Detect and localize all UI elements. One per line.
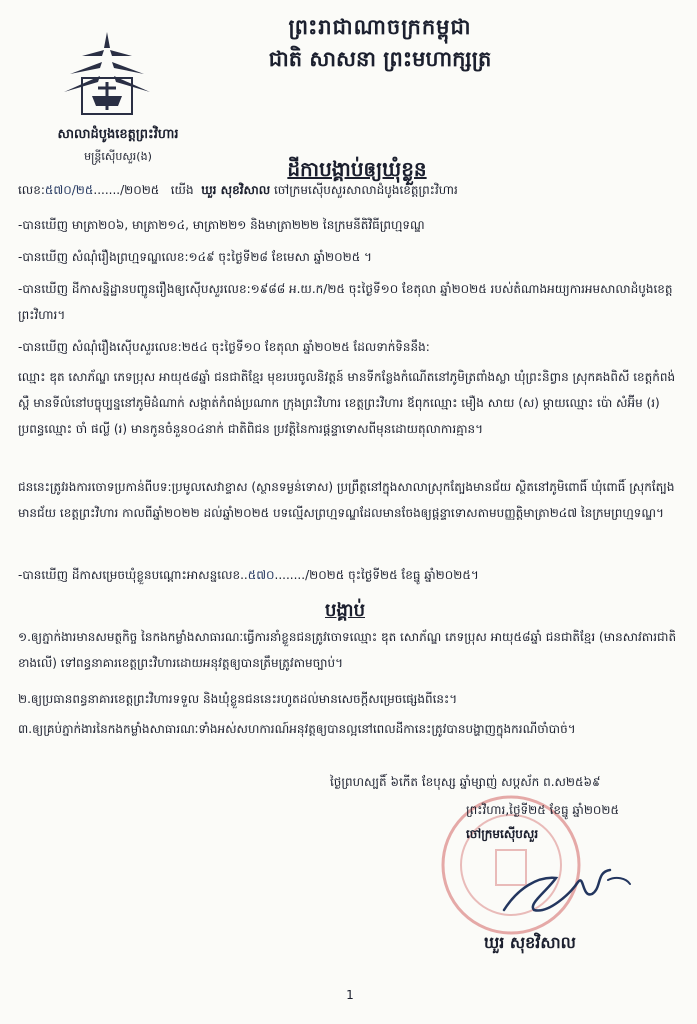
issuer-role: ចៅក្រមស៊ើបសួរសាលាដំបូងខេត្តព្រះវិហារ bbox=[274, 183, 458, 197]
page-number: 1 bbox=[346, 988, 354, 1002]
number-prefix: លេខ: bbox=[18, 183, 45, 197]
accused-charge: ជននេះត្រូវរងការចោទប្រកាន់ពីបទ:ប្រមូលសេវាខ្ទាស (ស្ថានទម្ងន់ទោស) ប្រព្រឹត្តនៅក្នុងសាលាស្រុកត្បែងមានជ័យ ស្ថិតនៅភូមិពោធិ៍ ឃុំពោធិ៍ ស្រុកត្បែងមានជ័យ ខេត្តព្រះវិហារ កាលពីឆ្នាំ២០២២ ដល់ឆ្នាំ២០២៥ បទល្មើសព្រហ្មទណ្ឌដែលមានចែងឲ្យផ្តន្ទាទោសតាមបញ្ញត្តិមាត្រា២៤៧ នៃក្រមព្រហ្មទណ្ឌ។ bbox=[18, 480, 675, 520]
warrant-ref-suffix: ......../២០២៥ ចុះថ្ងៃទី២៥ ខែធ្នូ ឆ្នាំ២០២៥។ bbox=[274, 568, 479, 582]
detention-warrant-reference bbox=[18, 562, 678, 588]
order-item-1: ១.ឲ្យភ្នាក់ងារមានសមត្ថកិច្ច នៃកងកម្លាំងសាធារណៈធ្វើការនាំខ្លួនជនត្រូវចោទឈ្មោះ ឌុត សោភ័ណ្ឌ ភេទប្រុស អាយុ៥៨ឆ្នាំ ជនជាតិខ្មែរ (មានសាវតារជាតិខាងលើ) ទៅពន្ធនាគារខេត្តព្រះវិហារដោយអនុវត្តឲ្យបានត្រឹមត្រូវតាមច្បាប់។ bbox=[18, 630, 677, 670]
lunar-date: ថ្ងៃព្រហស្បតិ៍ ៦កើត ខែបុស្ស ឆ្នាំម្សាញ់ សប្តស័ក ព.ស២៥៦៩ bbox=[330, 775, 601, 789]
consideration-3: -បានឃើញ ដីកាសន្និដ្ឋានបញ្ជូនរឿងឲ្យស៊ើបសួរលេខ:១៩៨៨ អ.យ.ក/២៥ ចុះថ្ងៃទី១០ ខែតុលា ឆ្នាំ២០២៥ របស់តំណាងអយ្យការអមសាលាដំបូងខេត្តព្រះវិហារ។ bbox=[18, 282, 673, 322]
consideration-2: -បានឃើញ សំណុំរឿងព្រហ្មទណ្ឌលេខ:១៤៩ ចុះថ្ងៃទី២៨ ខែមេសា ឆ្នាំ២០២៥ ។ bbox=[18, 250, 372, 264]
warrant-handwritten-number: ៥៧០ bbox=[247, 568, 275, 582]
kingdom-heading: ព្រះរាជាណាចក្រកម្ពុជា bbox=[288, 15, 472, 39]
order-item-3: ៣.ឲ្យគ្រប់ភ្នាក់ងារនៃកងកម្លាំងសាធារណៈទាំងអស់សហការណ៍អនុវត្តឲ្យបានល្អនៅពេលដីកានេះត្រូវបានបង្ហាញក្នុងករណីចាំបាច់។ bbox=[18, 722, 576, 736]
document-title: ដីកាបង្គាប់ឲ្យឃុំខ្លួន bbox=[287, 157, 427, 181]
court-name: សាលាដំបូងខេត្តព្រះវិហារ bbox=[57, 127, 179, 142]
office-name: មន្ត្រីស៊ើបសួរ(ង) bbox=[84, 150, 152, 163]
accused-details: ឈ្មោះ ឌុត សោភ័ណ្ឌ ភេទប្រុស អាយុ៥៨ឆ្នាំ ជនជាតិខ្មែរ មុខរបរចូលនិវត្តន៍ មានទីកន្លែងកំណើតនៅភូមិត្រពាំងស្លា ឃុំព្រះនិព្វាន ស្រុកគងពិសី ខេត្តកំពង់ស្ពឺ មានទីលំនៅបច្ចុប្បន្ននៅភូមិដំណាក់ សង្កាត់កំពង់ប្រណាក ក្រុងព្រះវិហារ ខេត្តព្រះវិហារ ឪពុកឈ្មោះ មឿង សាយ (ស) ម្តាយឈ្មោះ ប៉ោ សំអ៊ីម (រ) ប្រពន្ធឈ្មោះ ចាំ ផល្លី (រ) មានកូនចំនួន០៤នាក់ ជាតិពិជន ប្រវត្តិនៃការផ្តន្ទាទោសពីមុនដោយតុលាការគ្មាន។ bbox=[18, 370, 676, 436]
warrant-ref-prefix: -បានឃើញ ដីកាសម្រេចឃុំខ្លួនបណ្តោះអាសន្នលេខ.. bbox=[18, 568, 248, 582]
orders-heading: បង្គាប់ bbox=[325, 600, 365, 621]
order-item-2: ២.ឲ្យប្រធានពន្ធនាគារខេត្តព្រះវិហារទទួល និងឃុំខ្លួនជននេះរហូតដល់មានសេចក្តីសម្រេចផ្សេងពីនេះ។ bbox=[18, 692, 458, 706]
handwritten-number: ៥៧០/២៥ bbox=[44, 183, 94, 197]
national-motto: ជាតិ សាសនា ព្រះមហាក្សត្រ bbox=[268, 47, 492, 71]
issuer-name: ឃួរ សុខវិសាល bbox=[201, 183, 271, 197]
consideration-4: -បានឃើញ សំណុំរឿងស៊ើបសួរលេខ:២៥៤ ចុះថ្ងៃទី១០ ខែតុលា ឆ្នាំ២០២៥ ដែលទាក់ទិននឹង: bbox=[18, 340, 430, 354]
consideration-1: -បានឃើញ មាត្រា២០៦, មាត្រា២១៤, មាត្រា២២១ និងមាត្រា២២២ នៃក្រមនីតិវិធីព្រហ្មទណ្ឌ bbox=[18, 218, 425, 232]
issuer-intro: យើង bbox=[170, 183, 194, 197]
place-and-date: ព្រះវិហារ,ថ្ងៃទី២៥ ខែធ្នូ ឆ្នាំ២០២៥ bbox=[466, 803, 620, 817]
handwritten-signature bbox=[498, 858, 638, 928]
signer-role: ចៅក្រមស៊ើបសួរ bbox=[466, 827, 539, 841]
number-suffix: ......./២០២៥ bbox=[93, 183, 160, 197]
document-number-line bbox=[18, 182, 688, 200]
signer-name: ឃួរ សុខវិសាល bbox=[484, 933, 576, 952]
court-emblem-logo bbox=[52, 26, 162, 122]
